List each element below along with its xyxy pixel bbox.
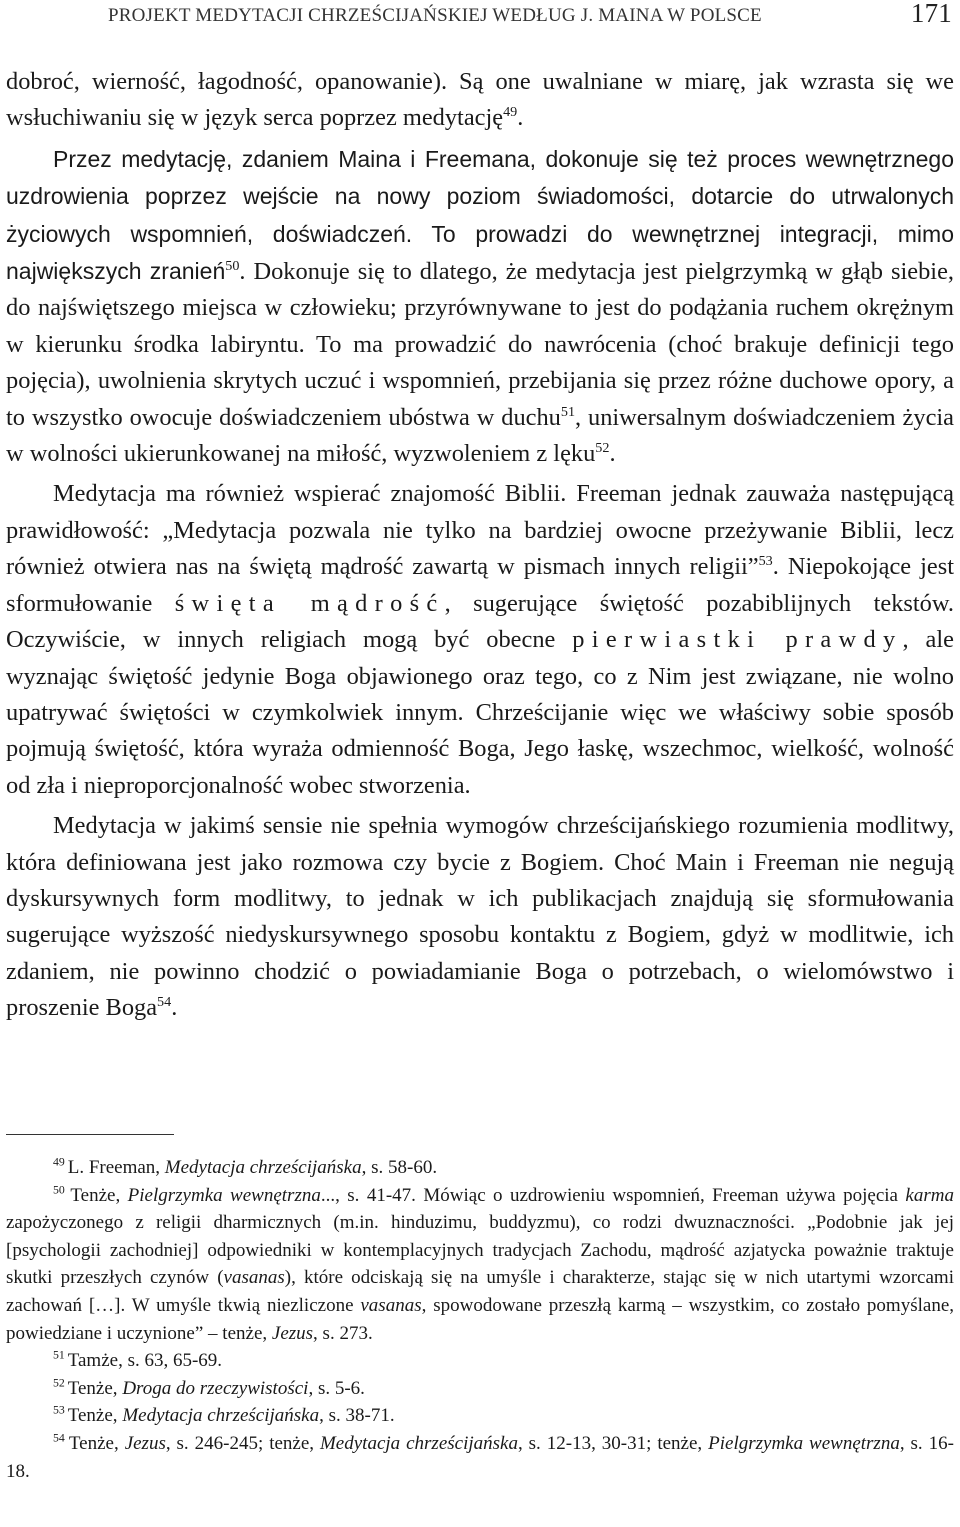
footnote-ref-52[interactable]: 52: [595, 439, 610, 456]
footnote-ref-53[interactable]: 53: [758, 553, 773, 570]
footnote-number: 50: [53, 1183, 65, 1197]
footnote-52: [6, 1375, 954, 1403]
text-run: Tamże, s. 63, 65-69.: [67, 1350, 223, 1372]
italic-title: Jezus: [271, 1322, 314, 1344]
italic-title: Jezus: [124, 1432, 166, 1454]
footnote-ref-51[interactable]: 51: [560, 403, 576, 420]
spaced-emphasis: pierwiastki prawdy: [572, 626, 903, 654]
footnote-54: [6, 1430, 954, 1485]
text-run: , uniwersalnym doświadczeniem życia w wolności ukierunkowanej na miłość, wyzwoleniem z lęku: [6, 403, 954, 468]
italic-term: karma: [905, 1184, 954, 1206]
text-run: Przez medytację, zdaniem Maina i Freemana, dokonuje się też proces wewnętrznego uzdrowienia poprzez wejście na nowy poziom świadomości, dotarcie do utrwalonych życiowych wspomnień, doświadczeń. To prowadzi do wewnętrznej integracji, mimo największych zranień: [6, 145, 954, 285]
italic-term: vasanas: [360, 1294, 422, 1316]
text-run: , s. 5-6.: [308, 1377, 365, 1399]
footnote-51: [6, 1347, 954, 1375]
italic-title: Pielgrzymka wewnętrzna: [708, 1432, 900, 1454]
text-run: , s. 246-245; tenże,: [165, 1432, 320, 1454]
footnote-number: 53: [53, 1404, 65, 1418]
text-run: , s. 16-18.: [6, 1432, 954, 1482]
footnote-number: 49: [53, 1155, 65, 1169]
text-run: Tenże,: [68, 1432, 125, 1454]
footnote-ref-54[interactable]: 54: [157, 994, 172, 1011]
text-run: .: [517, 104, 524, 132]
text-run: Medytacja ma również wspierać znajomość Biblii. Freeman jednak zauważa następującą prawidłowość: „Medytacja pozwala nie tylko na bardziej owocne przeżywanie Biblii, lecz również otwiera nas na świętą mądrość zawartą w pismach innych religii”: [6, 480, 954, 581]
text-run: .: [171, 994, 178, 1022]
text-run: , s. 58-60.: [361, 1157, 438, 1178]
text-run: Tenże,: [70, 1184, 128, 1206]
text-run: Tenże,: [67, 1377, 123, 1399]
italic-term: vasanas: [223, 1267, 285, 1289]
footnote-separator: [6, 1134, 174, 1135]
italic-title: Droga do rzeczywistości: [122, 1377, 309, 1399]
running-title: PROJEKT MEDYTACJI CHRZEŚCIJAŃSKIEJ WEDŁUG J. MAINA W POLSCE: [108, 5, 762, 26]
page-number: 171: [910, 0, 952, 28]
italic-title: Medytacja chrześcijańska: [164, 1157, 362, 1178]
footnote-number: 51: [53, 1348, 65, 1362]
footnote-number: 52: [53, 1376, 65, 1390]
text-run: . Dokonuje się to dlatego, że medytacja jest pielgrzymką w głąb siebie, do najświętszego miejsca w człowieku; przyrównywane to jest do podążania ruchem okrężnym w kierunku środka labiryntu. To ma prowadzić do nawrócenia (choć brakuje definicji tego pojęcia), uwolnienia skrytych uczuć i wspomnień, przebijania się przez różne duchowe opory, a to wszystko owocuje doświadczeniem ubóstwa w duchu: [6, 258, 955, 431]
text-run: , s. 38-71.: [319, 1405, 395, 1427]
text-run: Medytacja w jakimś sensie nie spełnia wymogów chrześcijańskiego rozumienia modlitwy, która definiowana jest jako rozmowa czy bycie z Bogiem. Choć Main i Freeman nie negują dyskursywnych form modlitwy, to jednak w ich publikacjach znajdują się sformułowania sugerujące wyższość niedyskursywnego sposobu kontaktu z Bogiem, gdyż w modlitwie, ich zdaniem, nie powinno chodzić o powiadamianie Boga o potrzebach, o wielomówstwo i proszenie Boga: [6, 812, 954, 1022]
text-run: zapożyczonego z religii dharmicznych (m.in. hinduzimu, buddyzmu), co rodzi dwuznaczności. „Podobnie jak jej [psychologii zachodniej] odpowiedniki w kontemplacyjnych tradycjach Zachodu, mądrość azjatycka poważnie traktuje skutki przeszłych czynów (: [6, 1212, 954, 1289]
paragraph-2: [6, 141, 954, 473]
spaced-emphasis: święta mądrość: [174, 589, 445, 617]
text-run: ..., s. 41-47. Mówiąc o uzdrowieniu wspomnień, Freeman używa pojęcia: [320, 1184, 906, 1206]
text-run: . Niepokojące jest sformułowanie: [6, 553, 955, 617]
footnotes: [6, 1154, 954, 1485]
text-run: L. Freeman,: [67, 1157, 165, 1178]
italic-title: Medytacja chrześcijańska: [319, 1432, 518, 1454]
text-run: , spowodowane przeszłą karmą – wszystkim, co zostało pomyślane, powiedziane i uczynione” – tenże,: [6, 1294, 954, 1344]
main-text: [6, 64, 954, 1027]
text-run: , s. 273.: [313, 1322, 373, 1344]
text-run: Tenże,: [67, 1405, 123, 1427]
paragraph-4: [6, 808, 954, 1026]
running-header: [108, 0, 952, 30]
footnote-ref-49[interactable]: 49: [503, 104, 518, 121]
footnote-53: [6, 1402, 954, 1430]
footnote-number: 54: [53, 1431, 65, 1445]
footnote-49: [6, 1154, 954, 1182]
footnote-50: [6, 1182, 954, 1348]
text-run: , s. 12-13, 30-31; tenże,: [517, 1432, 709, 1454]
text-run: , ale wyznając świętość jedynie Boga objawionego oraz tego, co z Nim jest związane, nie wolno upatrywać świętości w czymkolwiek innym. Chrześcijanie więc we właściwy sobie sposób pojmują świętość, która wyraża odmienność Boga, Jego łaskę, wszechmoc, wielkość, wolność od zła i nieproporcjonalność wobec stworzenia.: [6, 626, 954, 799]
italic-title: Pielgrzymka wewnętrzna: [127, 1184, 321, 1206]
text-run: .: [609, 440, 616, 468]
paragraph-1: [6, 64, 954, 137]
text-run: dobroć, wierność, łagodność, opanowanie). Są one uwalniane w miarę, jak wzrasta się we wsłuchiwaniu się w język serca poprzez medytację: [6, 68, 954, 132]
text-run: ), które odciskają się na umyśle i charakterze, stając się w nich utartymi wzorcami zachowań […]. W umyśle tkwią niezliczone: [6, 1267, 954, 1316]
text-run: , sugerujące świętość pozabiblijnych tekstów. Oczywiście, w innych religiach mogą być obecne: [6, 589, 954, 654]
italic-title: Medytacja chrześcijańska: [122, 1405, 320, 1427]
paragraph-3: [6, 476, 954, 804]
footnote-ref-50[interactable]: 50: [225, 257, 240, 274]
